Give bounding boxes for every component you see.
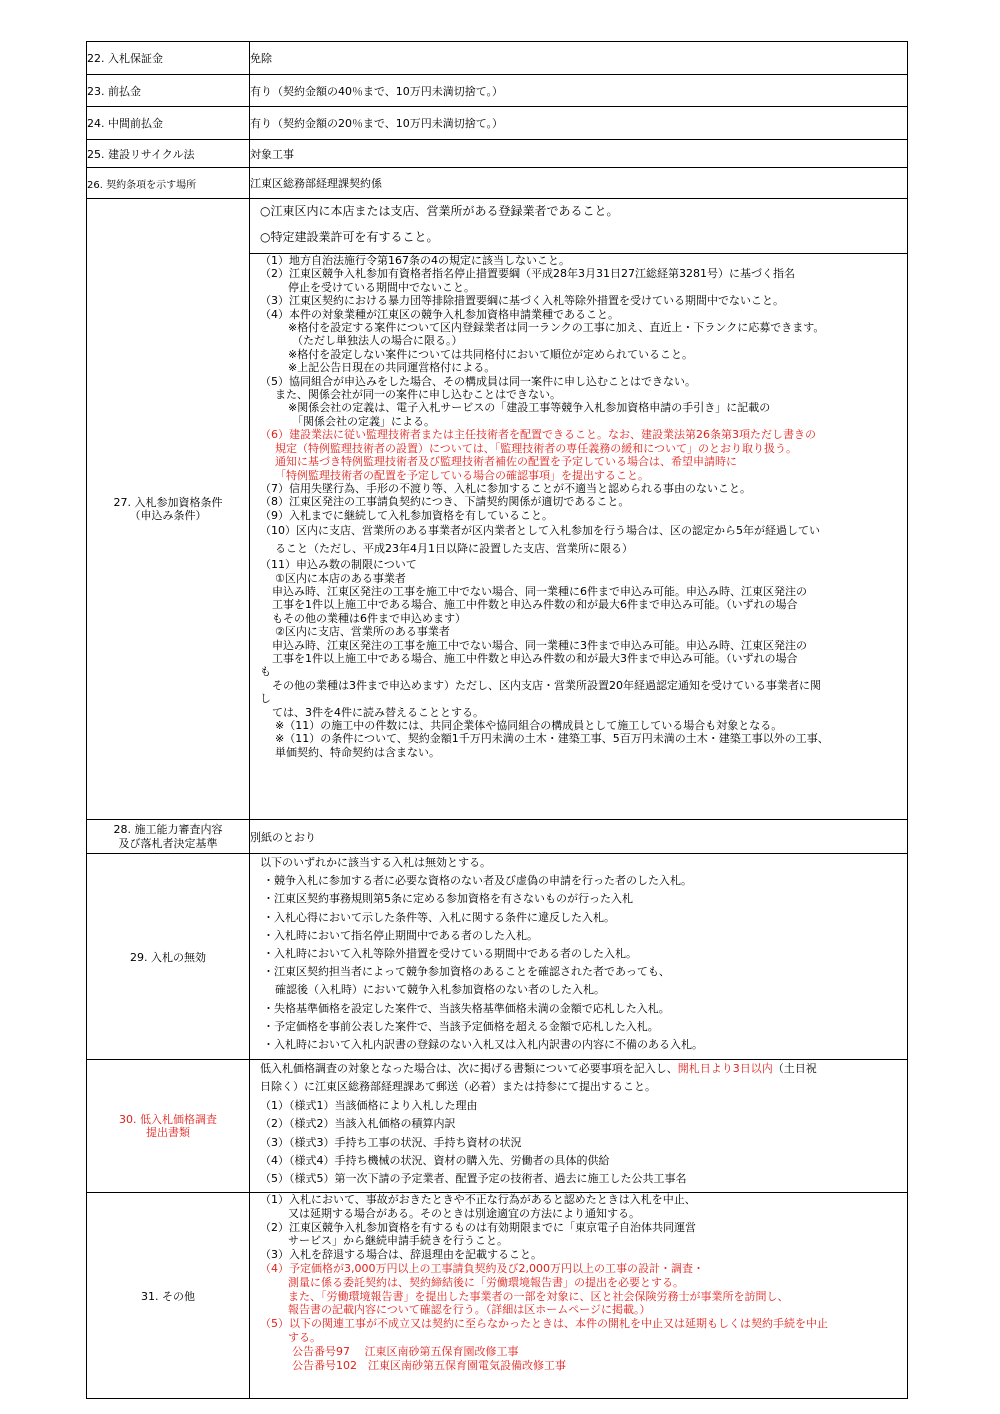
list-item: （9）入札までに継続して入札参加資格を有していること。 <box>260 508 553 522</box>
list-item: サービス」から継続申請手続きを行うこと。 <box>288 1234 508 1248</box>
list-item: （2）江東区競争入札参加有資格者指名停止措置要綱（平成28年3月31日27江総経第3281号）に基づく指名 <box>260 267 795 281</box>
label-line: 28. 施工能力審査内容 <box>113 822 223 836</box>
row-value: 別紙のとおり <box>250 820 908 854</box>
label-line: 提出書類 <box>146 1126 190 1139</box>
list-item: （4）予定価格が3,000万円以上の工事請負契約及び2,000万円以上の工事の設計・調査・ <box>260 1261 704 1275</box>
list-item: ※上記公告日現在の共同運営格付による。 <box>288 361 496 375</box>
table-row <box>87 854 908 1060</box>
label-text: 30. 低入札価格調査 <box>119 1112 217 1126</box>
list-item: ・入札時において入札等除外措置を受けている期間中である者のした入札。 <box>263 947 637 961</box>
list-item: 工事を1件以上施工中である場合、施工中件数と申込み件数の和が最大3件まで申込み可能。（いずれの場合 <box>272 651 798 665</box>
list-item: 申込み時、江東区発注の工事を施工中でない場合、同一業種に3件まで申込み可能。申込み時、江東区発注の <box>272 638 807 652</box>
list-item: （1）入札において、事故がおきたときや不正な行為があると認めたときは入札を中止、 <box>260 1193 696 1206</box>
conditions-table <box>86 41 908 1399</box>
list-item: （5）協同組合が申込みをした場合、その構成員は同一案件に申し込むことはできない。 <box>260 374 696 388</box>
list-item: ・入札時において入札内訳書の登録のない入札又は入札内訳書の内容に不備のある入札。 <box>263 1038 703 1052</box>
location-requirements <box>250 199 907 254</box>
list-item: 「特例監理技術者の配置を予定している場合の確認事項」を提出すること。 <box>275 468 649 482</box>
requirement-line: ○江東区内に本店または支店、営業所がある登録業者であること。 <box>260 204 619 218</box>
table-row <box>87 42 908 75</box>
list-item: 又は延期する場合がある。そのときは別途適宜の方法により通知する。 <box>288 1206 640 1220</box>
list-item: 報告書の記載内容について確認を行う。（詳細は区ホームページに掲載。） <box>288 1303 651 1317</box>
list-item: 以下のいずれかに該当する入札は無効とする。 <box>260 856 491 869</box>
list-item: 通知に基づき特例監理技術者及び監理技術者補佐の配置を予定している場合は、希望申請時に <box>275 455 737 469</box>
row-label <box>87 199 250 820</box>
table-row <box>87 107 908 140</box>
row-label <box>87 1060 250 1193</box>
list-item: （1）地方自治法施行令第167条の4の規定に該当しないこと。 <box>260 254 570 267</box>
table-row <box>87 1060 908 1193</box>
list-item: 公告番号102 江東区南砂第五保育園電気設備改修工事 <box>292 1358 566 1372</box>
conditions-list <box>250 254 907 759</box>
row-value <box>250 854 908 1060</box>
table-row <box>87 199 908 820</box>
list-item: 測量に係る委託契約は、契約締結後に「労働環境報告書」の提出を必要とする。 <box>288 1275 684 1289</box>
list-item: も <box>260 665 271 679</box>
list-item: ること（ただし、平成23年4月1日以降に設置した支店、営業所に限る） <box>275 542 633 556</box>
list-item: 規定（特例監理技術者の設置）については、「監理技術者の専任義務の緩和について」のとおり取り扱う。 <box>275 441 798 455</box>
list-item: ※（11）の条件について、契約金額1千万円未満の土木・建築工事、5百万円未満の土木・建築工事以外の工事、 <box>275 732 829 746</box>
list-item: （4）（様式4）手持ち機械の状況、資材の購入先、労働者の具体的供給 <box>260 1154 610 1168</box>
row-value: 免除 <box>250 42 908 75</box>
list-item: （3）江東区契約における暴力団等排除措置要綱に基づく入札等除外措置を受けている期間中でないこと。 <box>260 294 784 308</box>
list-item: し <box>260 692 271 706</box>
row-value <box>250 1060 908 1193</box>
list-item: （1）（様式1）当該価格により入札した理由 <box>260 1098 478 1112</box>
list-item: 公告番号97 江東区南砂第五保育園改修工事 <box>292 1344 519 1358</box>
list-item: ・入札心得において示した条件等、入札に関する条件に違反した入札。 <box>263 910 615 924</box>
list-item: ①区内に本店のある事業者 <box>275 571 406 585</box>
list-item: （11）申込み数の制限について <box>260 558 417 572</box>
row-label: 24. 中間前払金 <box>87 107 250 140</box>
label-line: （申込み条件） <box>129 509 207 522</box>
label-line: 27. 入札参加資格条件 <box>113 495 223 509</box>
list-item: （6）建設業法に従い監理技術者または主任技術者を配置できること。なお、建設業法第26条第3項ただし書きの <box>260 428 816 442</box>
list-item: ・失格基準価格を設定した案件で、当該失格基準価格未満の金額で応札した入札。 <box>263 1001 670 1015</box>
list-item: 停止を受けている期間中でないこと。 <box>288 280 475 294</box>
list-item: （3）入札を辞退する場合は、辞退理由を記載すること。 <box>260 1248 542 1262</box>
table-row <box>87 168 908 199</box>
list-item: （2）江東区競争入札参加資格を有するものは有効期限までに「東京電子自治体共同運営 <box>260 1220 696 1234</box>
row-value: 江東区総務部経理課契約係 <box>250 168 908 199</box>
list-item: ※関係会社の定義は、電子入札サービスの「建設工事等競争入札参加資格申請の手引き」に記載の <box>288 401 771 415</box>
row-value: 対象工事 <box>250 140 908 168</box>
list-item: （5）以下の関連工事が不成立又は契約に至らなかったときは、本件の開札を中止又は延期もしくは契約手続を中止 <box>260 1317 828 1331</box>
list-item: 単価契約、特命契約は含まない。 <box>275 745 440 759</box>
list-item: ※格付を設定しない案件については共同格付において順位が定められていること。 <box>288 347 693 361</box>
row-value <box>250 1193 908 1399</box>
row-label: 29. 入札の無効 <box>87 854 250 1060</box>
list-item: （10）区内に支店、営業所のある事業者が区内業者として入札参加を行う場合は、区の認定から5年が経過してい <box>260 524 820 538</box>
list-item: （7）信用失墜行為、手形の不渡り等、入札に参加することが不適当と認められる事由のないこと。 <box>260 481 751 495</box>
deadline-text: 開札日より3日以内 <box>677 1062 773 1075</box>
row-label: 26. 契約条項を示す場所 <box>87 168 250 199</box>
list-item: ※格付を設定する案件について区内登録業者は同一ランクの工事に加え、直近上・下ランクに応募できます。 <box>288 321 825 335</box>
intro-text: （土日祝 <box>772 1062 817 1075</box>
list-item: もその他の業種は6件まで申込めます） <box>272 611 466 625</box>
list-item: ②区内に支店、営業所のある事業者 <box>275 625 450 639</box>
table-row <box>87 820 908 854</box>
row-value <box>250 199 908 820</box>
list-item: 申込み時、江東区発注の工事を施工中でない場合、同一業種に6件まで申込み可能。申込み時、江東区発注の <box>272 584 807 598</box>
list-item: ・競争入札に参加する者に必要な資格のない者及び虚偽の申請を行った者のした入札。 <box>263 874 692 888</box>
list-item: また、「労働環境報告書」を提出した事業者の一部を対象に、区と社会保険労務士が事業所を訪問し、 <box>288 1289 789 1303</box>
list-item: その他の業種は3件まで申込めます）ただし、区内支店・営業所設置20年経過認定通知を受けている事業者に関 <box>272 678 821 692</box>
list-item: ・入札時において指名停止期間中である者のした入札。 <box>263 928 538 942</box>
list-item: （4）本件の対象業種が江東区の競争入札参加資格申請業種であること。 <box>260 307 619 321</box>
intro-line: 日除く）に江東区総務部経理課あて郵送（必着）または持参にて提出すること。 <box>260 1080 656 1094</box>
list-item: ・江東区契約担当者によって競争参加資格のあることを確認された者であっても、 <box>263 965 670 979</box>
row-value: 有り（契約金額の40％まで、10万円未満切捨て。） <box>250 75 908 107</box>
list-item: （8）江東区発注の工事請負契約につき、下請契約関係が適切であること。 <box>260 495 630 509</box>
table-row <box>87 1193 908 1399</box>
row-label: 25. 建設リサイクル法 <box>87 140 250 168</box>
list-item: ※（11）の施工中の件数には、共同企業体や協同組合の構成員として施工している場合も対象となる。 <box>275 719 783 732</box>
list-item: 「関係会社の定義」による。 <box>292 414 435 428</box>
document-page <box>86 41 908 1399</box>
requirement-line: ○特定建設業許可を有すること。 <box>260 230 439 244</box>
table-row <box>87 140 908 168</box>
list-item: 確認後（入札時）において競争入札参加資格のない者のした入札。 <box>275 983 605 997</box>
label-line: 及び落札者決定基準 <box>118 836 218 850</box>
list-item: ・予定価格を事前公表した案件で、当該予定価格を超える金額で応札した入札。 <box>263 1019 659 1033</box>
list-item: （5）（様式5）第一次下請の予定業者、配置予定の技術者、過去に施工した公共工事名 <box>260 1172 687 1186</box>
list-item: （3）（様式3）手持ち工事の状況、手持ち資材の状況 <box>260 1135 522 1149</box>
row-value: 有り（契約金額の20％まで、10万円未満切捨て。） <box>250 107 908 140</box>
list-item: する。 <box>288 1330 321 1344</box>
intro-text: 低入札価格調査の対象となった場合は、次に掲げる書類について必要事項を記入し、 <box>260 1062 678 1075</box>
list-item: また、関係会社が同一の案件に申し込むことはできない。 <box>275 388 561 402</box>
row-label: 22. 入札保証金 <box>87 42 250 75</box>
row-label: 31. その他 <box>87 1193 250 1399</box>
list-item: ・江東区契約事務規則第5条に定める参加資格を有さないものが行った入札 <box>263 892 633 906</box>
row-label <box>87 820 250 854</box>
list-item: ては、3件を4件に読み替えることとする。 <box>272 705 484 719</box>
list-item: 工事を1件以上施工中である場合、施工中件数と申込み件数の和が最大6件まで申込み可能。（いずれの場合 <box>272 598 798 612</box>
list-item: （2）（様式2）当該入札価格の積算内訳 <box>260 1117 456 1131</box>
intro-line <box>250 1060 907 1078</box>
list-item: （ただし単独法人の場合に限る。） <box>292 334 463 348</box>
label-line <box>87 1113 249 1126</box>
row-label: 23. 前払金 <box>87 75 250 107</box>
table-row <box>87 75 908 107</box>
